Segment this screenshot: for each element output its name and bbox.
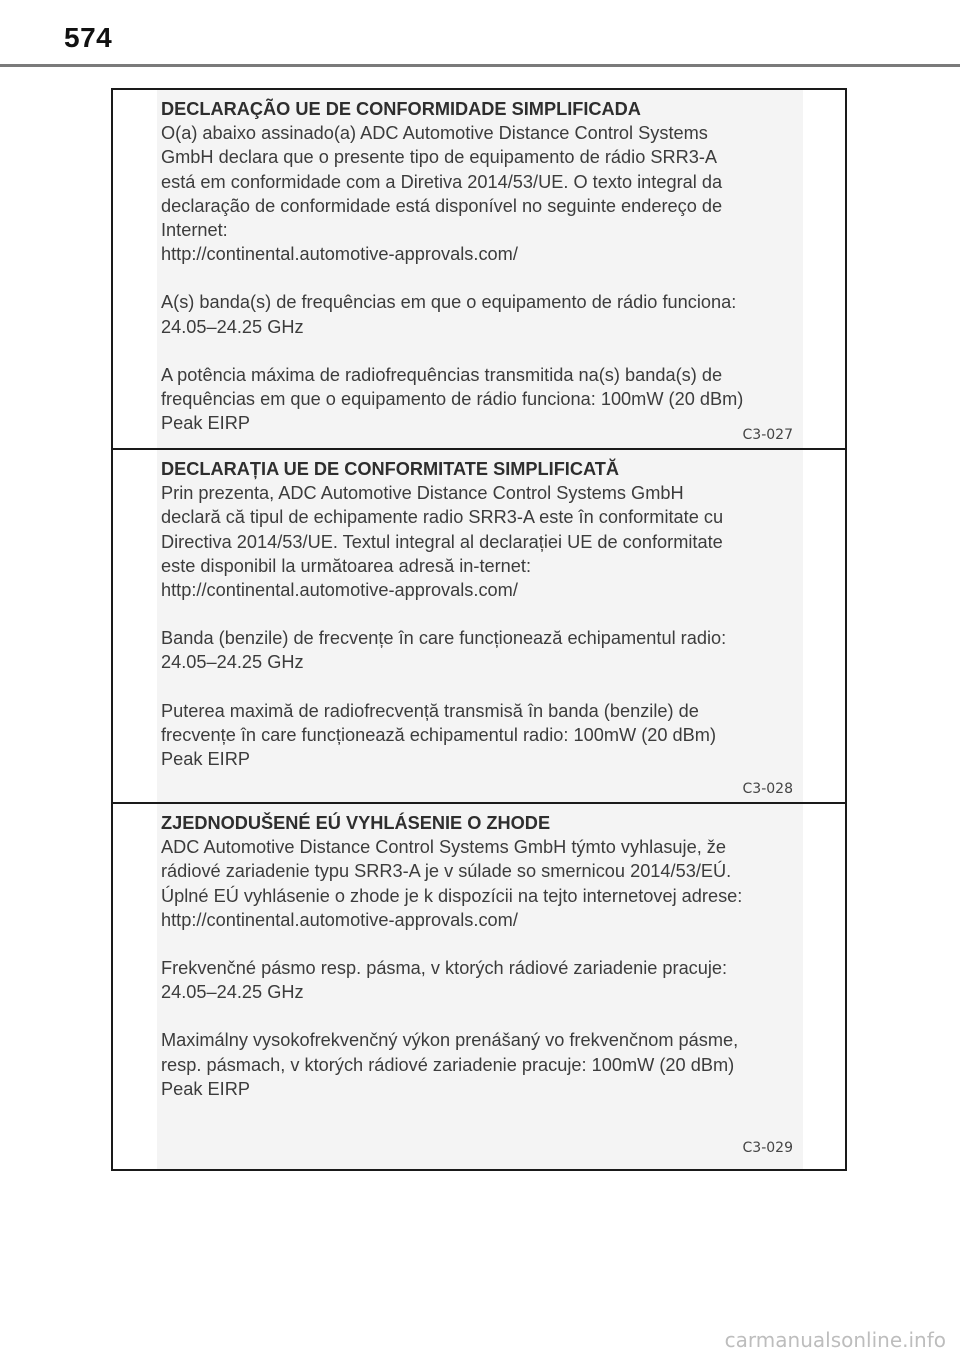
band-value: 24.05–24.25 GHz [161, 316, 304, 337]
paragraph-gap [161, 602, 811, 626]
paragraph-gap [161, 266, 811, 290]
figure-code: C3-027 [742, 427, 793, 443]
declaration-section-pt [113, 90, 845, 450]
body-line: Internet: [161, 220, 228, 241]
figure-code: C3-028 [742, 781, 793, 797]
declaration-text [161, 97, 811, 435]
url-line: http://continental.automotive-approvals.com/ [161, 580, 518, 601]
declarations-frame [111, 88, 847, 1171]
body-line: está em conformidade com a Diretiva 2014/53/UE. O texto integral da [161, 171, 723, 192]
declaration-section-sk [113, 804, 845, 1169]
body-line: declaração de conformidade está disponível no seguinte endereço de [161, 195, 723, 216]
paragraph-gap [161, 932, 811, 956]
watermark: carmanualsonline.info [724, 1328, 946, 1352]
declaration-text [161, 811, 811, 1101]
declaration-title: DECLARAȚIA UE DE CONFORMITATE SIMPLIFICATĂ [161, 459, 620, 479]
page-number: 574 [64, 22, 113, 53]
power-line: frecvențe în care funcționează echipamentul radio: 100mW (20 dBm) [161, 724, 717, 745]
band-line: Frekvenčné pásmo resp. pásma, v ktorých rádiové zariadenie pracuje: [161, 958, 728, 979]
power-line: Peak EIRP [161, 749, 250, 770]
body-line: Directiva 2014/53/UE. Textul integral al declarației UE de conformitate [161, 531, 723, 552]
body-line: rádiové zariadenie typu SRR3-A je v súlade so smernicou 2014/53/EÚ. [161, 861, 732, 882]
body-line: GmbH declara que o presente tipo de equipamento de rádio SRR3-A [161, 147, 718, 168]
declaration-title: ZJEDNODUŠENÉ EÚ VYHLÁSENIE O ZHODE [161, 813, 551, 833]
power-line: Maximálny vysokofrekvenčný výkon prenášaný vo frekvenčnom pásme, [161, 1030, 739, 1051]
paragraph-gap [161, 339, 811, 363]
power-line: Puterea maximă de radiofrecvență transmisă în banda (benzile) de [161, 700, 699, 721]
paragraph-gap [161, 675, 811, 699]
power-line: resp. pásmach, v ktorých rádiové zariadenie pracuje: 100mW (20 dBm) [161, 1054, 735, 1075]
declaration-text [161, 457, 811, 771]
power-line: A potência máxima de radiofrequências transmitida na(s) banda(s) de [161, 364, 723, 385]
figure-code: C3-029 [742, 1140, 793, 1156]
power-line: Peak EIRP [161, 413, 250, 434]
band-value: 24.05–24.25 GHz [161, 982, 304, 1003]
band-line: A(s) banda(s) de frequências em que o equipamento de rádio funciona: [161, 292, 737, 313]
power-line: frequências em que o equipamento de rádio funciona: 100mW (20 dBm) [161, 389, 744, 410]
body-line: Prin prezenta, ADC Automotive Distance Control Systems GmbH [161, 483, 684, 504]
band-value: 24.05–24.25 GHz [161, 652, 304, 673]
paragraph-gap [161, 1004, 811, 1028]
body-line: ADC Automotive Distance Control Systems GmbH týmto vyhlasuje, že [161, 837, 727, 858]
declaration-section-ro [113, 450, 845, 804]
body-line: Úplné EÚ vyhlásenie o zhode je k dispozícii na tejto internetovej adrese: [161, 885, 743, 906]
power-line: Peak EIRP [161, 1078, 250, 1099]
header-rule [0, 64, 960, 67]
body-line: declară că tipul de echipamente radio SRR3-A este în conformitate cu [161, 507, 724, 528]
url-line: http://continental.automotive-approvals.com/ [161, 909, 518, 930]
declaration-title: DECLARAÇÃO UE DE CONFORMIDADE SIMPLIFICADA [161, 99, 641, 119]
body-line: este disponibil la următoarea adresă in-ternet: [161, 555, 532, 576]
body-line: O(a) abaixo assinado(a) ADC Automotive Distance Control Systems [161, 123, 708, 144]
url-line: http://continental.automotive-approvals.com/ [161, 244, 518, 265]
band-line: Banda (benzile) de frecvențe în care funcționează echipamentul radio: [161, 628, 727, 649]
